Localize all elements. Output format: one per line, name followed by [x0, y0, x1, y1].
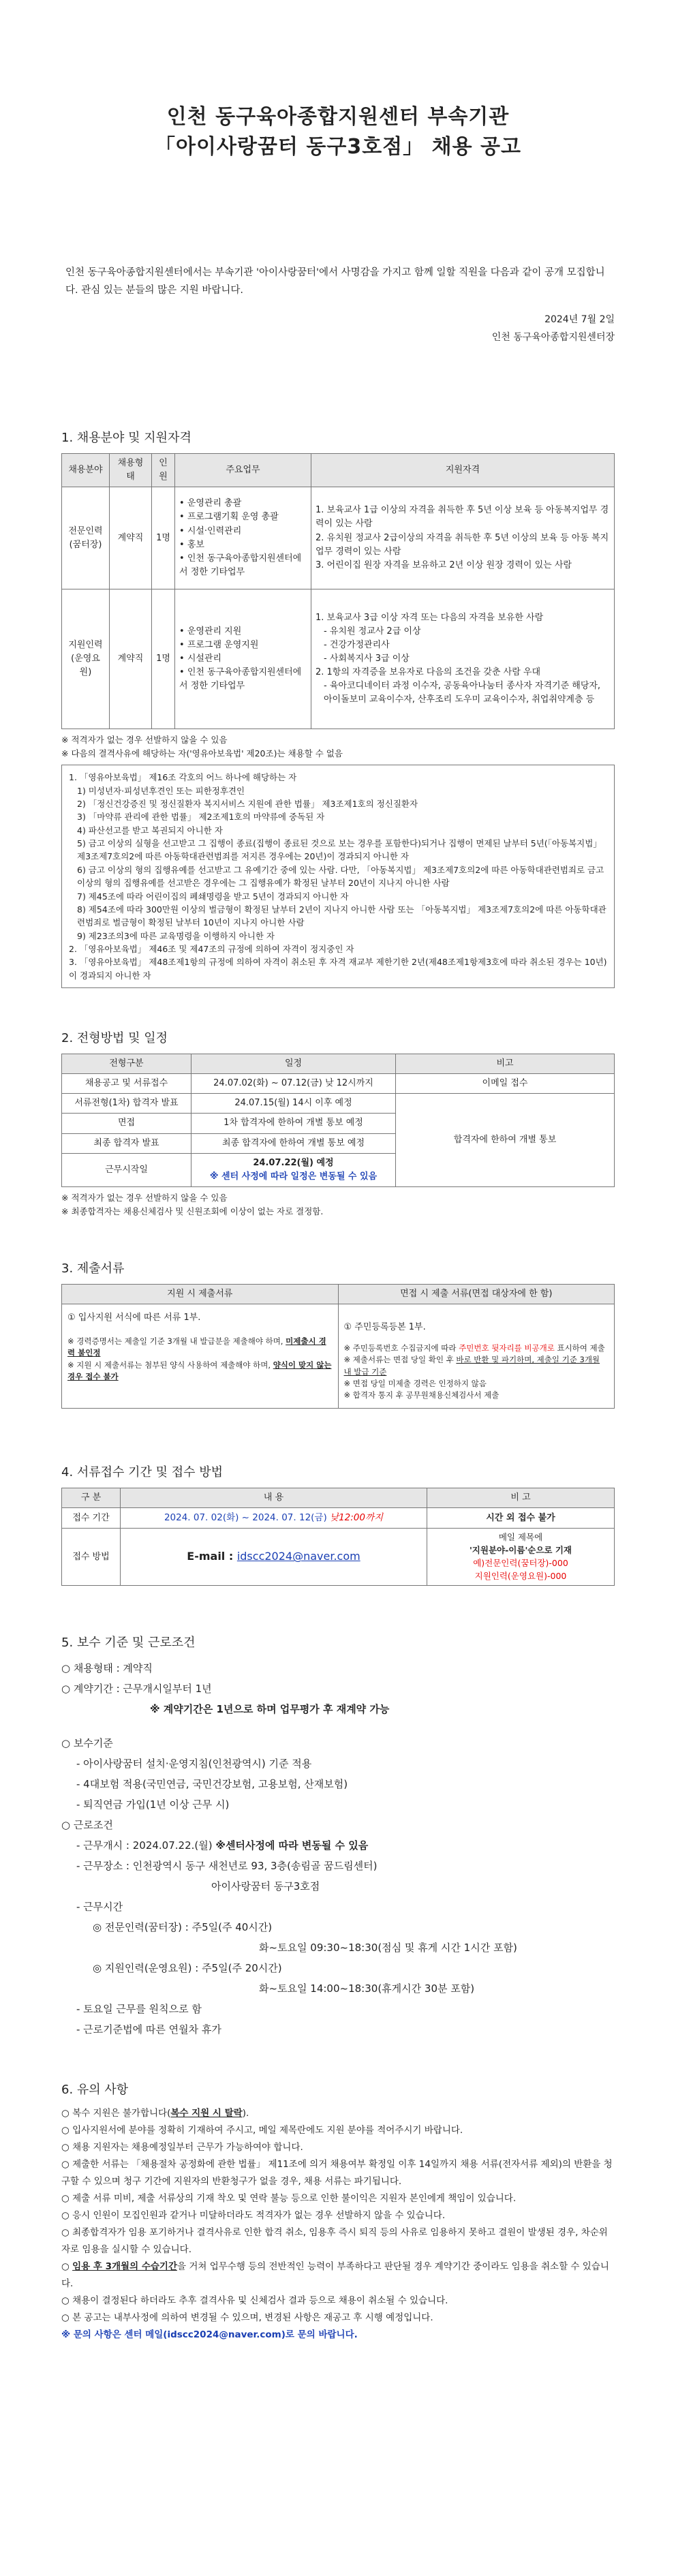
disq-line: 4) 파산선고를 받고 복권되지 아니한 자 — [77, 825, 223, 835]
table-row — [62, 1094, 615, 1114]
caution-line: ○ 본 공고는 내부사정에 의하여 변경될 수 있으며, 변경된 사항은 재공고 후 시행 예정입니다. — [61, 2312, 433, 2323]
duty-item: • 운영관리 총괄 — [179, 497, 307, 510]
note-cell: 합격자에 한하여 개별 통보 — [396, 1094, 615, 1187]
col-header: 지원자격 — [311, 453, 615, 487]
section-1-heading: 1. 채용분야 및 지원자격 — [61, 430, 191, 445]
caution-line: ○ 제출한 서류는 「채용절차 공정화에 관한 법률」 제11조에 의거 채용여부 확정일 이후 14일까지 채용 서류(전자서류 제외)의 반환을 청구할 수 있으며 청구 기간에 지원자의 반환청구가 없을 경우, 채용 서류는 파기됩니다. — [61, 2159, 613, 2188]
table-row — [62, 487, 615, 589]
condition-line: - 근로기준법에 따른 연월차 휴가 — [76, 2023, 221, 2036]
title-line-1: 인천 동구육아종합지원센터 부속기관 — [166, 105, 510, 129]
note-line: ※ 적격자가 없는 경우 선발하지 않을 수 있음 — [61, 1193, 228, 1203]
start-note: ※센터사정에 따라 변동될 수 있음 — [215, 1839, 369, 1852]
duty-item: • 인천 동구육아종합지원센터에서 정한 기타업무 — [179, 666, 307, 693]
col-header: 구 분 — [62, 1488, 121, 1508]
note-emphasis: 바로 반환 및 파기하며, 제출일 기준 3개월 내 발급 기준 — [343, 1355, 600, 1377]
signoff — [61, 311, 615, 347]
schedule-cell: 1차 합격자에 한하여 개별 통보 예정 — [191, 1114, 396, 1133]
duty-item: • 프로그램 운영지원 — [179, 639, 307, 652]
caution-line: ○ 제출 서류 미비, 제출 서류상의 기재 착오 및 연락 불능 등으로 인한 불이익은 지원자 본인에게 책임이 있습니다. — [61, 2193, 517, 2205]
qual-item: 2. 1항의 자격증을 보유자로 다음의 조건을 갖춘 사람 우대 — [316, 667, 541, 678]
col-header: 전형구분 — [62, 1054, 191, 1074]
qual-item: - 유치원 정교사 2급 이상 — [324, 626, 421, 637]
section-1-notes — [61, 733, 615, 761]
caution-text: ). — [242, 2108, 249, 2119]
table-row — [62, 1529, 615, 1586]
note-emphasis: 미제출시 경력 불인정 — [67, 1336, 326, 1358]
doc-note — [67, 1336, 333, 1360]
disqualification-box — [61, 765, 615, 988]
method-note-line: 예)전문인력(꿈터장)-000 — [473, 1557, 568, 1568]
col-header: 일정 — [191, 1054, 396, 1074]
stage-cell: 근무시작일 — [62, 1153, 191, 1186]
duties-cell — [175, 487, 311, 589]
qual-item: - 육아코디네이터 과정 이수자, 공동육아나눔터 종사자 자격기준 해당자, 아이돌보미 교육이수자, 산후조리 도우미 교육이수자, 취업취약계층 등 — [324, 681, 601, 705]
apply-docs-cell — [62, 1304, 339, 1409]
type-cell: 계약직 — [110, 487, 152, 589]
condition-line: ◎ 지원인력(운영요원) : 주5일(주 20시간) — [93, 1962, 282, 1975]
note-line: ※ 적격자가 없는 경우 선발하지 않을 수 있음 — [61, 735, 228, 746]
duty-item: • 운영관리 지원 — [179, 625, 307, 639]
condition-line: - 4대보험 적용(국민연금, 국민건강보험, 고용보험, 산재보험) — [76, 1778, 348, 1791]
type-cell: 계약직 — [110, 589, 152, 729]
method-cell — [121, 1529, 427, 1586]
doc-item: ① 주민등록등본 1부. — [343, 1322, 426, 1333]
stage-cell: 서류전형(1차) 합격자 발표 — [62, 1094, 191, 1114]
field-cell: 지원인력 (운영요원) — [62, 589, 110, 729]
doc-note: ※ 합격자 통지 후 공무원채용신체검사서 제출 — [343, 1390, 500, 1400]
disq-line: 6) 금고 이상의 형의 집행유예를 선고받고 그 유예기간 중에 있는 사람. 다만, 「아동복지법」 제3조제7호의2에 따른 아동학대관련범죄로 금고 이상의 형의 집행유예를 선고받은 경우에는 그 집행유예가 확정된 날부터 20년이 지나지 아니한 사람 — [77, 864, 604, 889]
section-5-body — [61, 1658, 615, 2040]
condition-line: ○ 계약기간 : 근무개시일부터 1년 — [61, 1683, 212, 1696]
contact-note: ※ 문의 사항은 센터 메일(idscc2024@naver.com)로 문의 바랍니다. — [61, 2329, 358, 2340]
condition-line: ○ 채용형태 : 계약직 — [61, 1662, 153, 1675]
condition-line: ◎ 전문인력(꿈터장) : 주5일(주 40시간) — [93, 1921, 273, 1934]
count-cell: 1명 — [152, 487, 175, 589]
doc-note — [344, 1354, 609, 1378]
table-row — [62, 1074, 615, 1094]
note-text: 표시하여 제출 — [554, 1343, 605, 1353]
disq-line: 8) 제54조에 따라 300만원 이상의 벌금형이 확정된 날부터 2년이 지나지 아니한 사람 또는 「아동복지법」 제3조제7호의2에 따른 아동학대관련범죄로 벌금형이 확정된 날부터 10년이 지나지 아니한 사람 — [77, 904, 606, 928]
method-note-line: '지원분야-이름'순으로 기재 — [469, 1545, 572, 1556]
section-6-body — [61, 2105, 615, 2344]
disq-line: 7) 제45조에 따라 어린이집의 폐쇄명령을 받고 5년이 경과되지 아니한 자 — [77, 891, 349, 902]
condition-line — [61, 1835, 615, 1856]
quals-cell — [311, 589, 615, 729]
schedule-cell — [191, 1153, 396, 1186]
caution-line: ○ 채용 지원자는 채용예정일부터 근무가 가능하여야 합니다. — [61, 2142, 303, 2153]
disq-line: 9) 제23조의3에 따른 교육명령을 이행하지 아니한 자 — [77, 930, 275, 941]
col-header: 채용분야 — [62, 453, 110, 487]
note-emphasis: 양식이 맞지 않는 경우 접수 불가 — [67, 1360, 332, 1381]
contract-note: ※ 계약기간은 1년으로 하며 업무평가 후 재계약 가능 — [150, 1703, 390, 1716]
table-row — [62, 1304, 615, 1409]
title-line-2: 「아이사랑꿈터 동구3호점」 채용 공고 — [155, 134, 521, 159]
duty-item: • 시설관리 — [179, 652, 307, 666]
section-2-heading: 2. 전형방법 및 일정 — [61, 1031, 168, 1046]
caution-line: ○ 채용이 결정된다 하더라도 추후 결격사유 및 신체검사 결과 등으로 채용이 취소될 수 있습니다. — [61, 2295, 448, 2306]
col-header: 주요업무 — [175, 453, 311, 487]
condition-line: - 토요일 근무를 원칙으로 함 — [76, 2003, 202, 2016]
period-deadline: 낮12:00까지 — [330, 1512, 384, 1524]
note-text: ※ 지원 시 제출서류는 첨부된 양식 사용하여 제출해야 하며, — [67, 1360, 273, 1370]
qual-item: 3. 어린이집 원장 자격을 보유하고 2년 이상 원장 경력이 있는 사람 — [316, 559, 572, 570]
condition-line: - 근무시간 — [76, 1901, 123, 1914]
caution-line: ○ 응시 인원이 모집인원과 같거나 미달하더라도 적격자가 없는 경우 선발하지 않을 수 있습니다. — [61, 2209, 446, 2221]
note-line: ※ 다음의 결격사유에 해당하는 자('영유아보육법' 제20조)는 채용할 수 없음 — [61, 748, 343, 759]
table-row — [62, 589, 615, 729]
section-4-heading: 4. 서류접수 기간 및 접수 방법 — [61, 1465, 224, 1480]
condition-line: - 퇴직연금 가입(1년 이상 근무 시) — [76, 1798, 230, 1811]
col-header: 비 고 — [427, 1488, 615, 1508]
method-label: 접수 방법 — [62, 1529, 121, 1586]
qual-item: 2. 유치원 정교사 2급이상의 자격을 취득한 후 5년 이상의 보육 등 아동 복지업무 경력이 있는 사람 — [316, 532, 609, 557]
col-header: 내 용 — [121, 1488, 427, 1508]
caution-line — [61, 2258, 615, 2293]
disq-line: 3. 「영유아보육법」 제48조제1항의 규정에 의하여 자격이 취소된 후 자격 재교부 제한기한 2년(제48조제1항제3호에 따라 취소된 경우는 10년)이 경과되지 아니한 자 — [69, 957, 607, 981]
duty-item: • 시설·인력관리 — [179, 525, 307, 538]
note-text: ※ 제출서류는 면접 당일 확인 후 — [343, 1355, 457, 1365]
notice-date: 2024년 7월 2일 — [544, 314, 615, 326]
duty-item: • 홍보 — [179, 538, 307, 552]
quals-cell — [311, 487, 615, 589]
doc-note: ※ 면접 당일 미제출 경력은 인정하지 않음 — [343, 1378, 487, 1388]
email-link[interactable]: idscc2024@naver.com — [236, 1550, 360, 1563]
caution-line: ○ 최종합격자가 임용 포기하거나 결격사유로 인한 합격 취소, 임용후 즉시 퇴직 등의 사유로 임용하지 못하고 결원이 발생된 경우, 차순위자로 임용을 실시할 수 있습니다. — [61, 2226, 608, 2255]
note-line: ※ 최종합격자는 채용신체검사 및 신원조회에 이상이 없는 자로 결정함. — [61, 1206, 324, 1217]
doc-note — [344, 1343, 609, 1354]
page-title — [61, 102, 615, 162]
table-row — [62, 1508, 615, 1529]
field-cell: 전문인력 (꿈터장) — [62, 487, 110, 589]
caution-text: 을 거쳐 업무수행 등의 전반적인 능력이 부족하다고 판단될 경우 계약기간 중이라도 임용을 취소할 수 있습니다. — [61, 2260, 609, 2289]
condition-line: 화~토요일 14:00~18:30(휴게시간 30분 포함) — [259, 1982, 475, 1995]
disq-line: 2) 「정신건강증진 및 정신질환자 복지서비스 지원에 관한 법률」 제3조제1호의 정신질환자 — [77, 798, 418, 809]
email-label: E-mail : — [187, 1550, 237, 1563]
period-text: 2024. 07. 02(화) ~ 2024. 07. 12(금) — [164, 1512, 331, 1524]
caution-line: ○ 입사지원서에 분야를 정확히 기재하여 주시고, 메일 제목란에도 지원 분야를 적어주시기 바랍니다. — [61, 2125, 463, 2136]
qual-item: - 건강가정관리사 — [324, 639, 390, 650]
col-header: 인원 — [152, 453, 175, 487]
condition-line: 아이사랑꿈터 동구3호점 — [211, 1880, 320, 1893]
period-cell — [121, 1508, 427, 1529]
note-text: ※ 주민등록번호 수집금지에 따라 — [343, 1343, 459, 1353]
method-note-line: 메일 제목에 — [498, 1532, 543, 1543]
note-cell: 이메일 접수 — [396, 1074, 615, 1094]
disq-line: 3) 「마약류 관리에 관한 법률」 제2조제1호의 마약류에 중독된 자 — [77, 812, 325, 823]
qual-item: 1. 보육교사 3급 이상 자격 또는 다음의 자격을 보유한 사람 — [316, 612, 544, 623]
start-date-note: ※ 센터 사정에 따라 일정은 변동될 수 있음 — [209, 1171, 378, 1182]
disq-line: 5) 금고 이상의 실형을 선고받고 그 집행이 종료(집행이 종료된 것으로 보는 경우를 포함한다)되거나 집행이 면제된 날부터 5년(「아동복지법」제3조제7호의2에 따른 아동학대관련범죄를 저지른 경우에는 20년)이 경과되지 아니한 자 — [77, 838, 602, 862]
qual-item: 1. 보육교사 1급 이상의 자격을 취득한 후 5년 이상 보육 등 아동복지업무 경력이 있는 사람 — [316, 505, 609, 530]
stage-cell: 최종 합격자 발표 — [62, 1133, 191, 1153]
stage-cell: 채용공고 및 서류접수 — [62, 1074, 191, 1094]
condition-line: ○ 보수기준 — [61, 1737, 113, 1750]
duty-item: • 인천 동구육아종합지원센터에서 정한 기타업무 — [179, 552, 307, 579]
start-text: - 근무개시 : 2024.07.22.(월) — [76, 1839, 216, 1852]
period-label: 접수 기간 — [62, 1508, 121, 1529]
documents-table — [61, 1284, 615, 1409]
schedule-cell: 최종 합격자에 한하여 개별 통보 예정 — [191, 1133, 396, 1153]
col-header: 지원 시 제출서류 — [62, 1284, 339, 1304]
schedule-cell: 24.07.15(월) 14시 이후 예정 — [191, 1094, 396, 1114]
schedule-cell: 24.07.02(화) ~ 07.12(금) 낮 12시까지 — [191, 1074, 396, 1094]
col-header: 비고 — [396, 1054, 615, 1074]
doc-note — [67, 1360, 333, 1383]
col-header: 면접 시 제출 서류(면접 대상자에 한 함) — [338, 1284, 615, 1304]
duties-cell — [175, 589, 311, 729]
disq-line: 1. 「영유아보육법」 제16조 각호의 어느 하나에 해당하는 자 — [69, 772, 297, 783]
duty-item: • 프로그램기획 운영 총괄 — [179, 510, 307, 524]
schedule-table — [61, 1054, 615, 1187]
section-3-heading: 3. 제출서류 — [61, 1261, 125, 1276]
start-date: 24.07.22(월) 예정 — [253, 1157, 334, 1168]
condition-line: - 아이사랑꿈터 설치·운영지침(인천광역시) 기준 적용 — [76, 1758, 312, 1770]
qual-item: - 사회복지사 3급 이상 — [324, 654, 410, 664]
issuing-org: 인천 동구육아종합지원센터장 — [491, 332, 615, 343]
stage-cell: 면접 — [62, 1114, 191, 1133]
disq-line: 1) 미성년자·피성년후견인 또는 피한정후견인 — [77, 785, 245, 796]
note-text: ※ 경력증명서는 제출일 기준 3개월 내 발급분을 제출해야 하며, — [67, 1336, 286, 1347]
disq-line: 2. 「영유아보육법」 제46조 및 제47조의 규정에 의하여 자격이 정지중인 자 — [69, 944, 354, 955]
note-emphasis: 주민번호 뒷자리를 비공개로 — [459, 1343, 555, 1353]
qualification-table — [61, 453, 615, 729]
col-header: 채용형태 — [110, 453, 152, 487]
count-cell: 1명 — [152, 589, 175, 729]
section-6-heading: 6. 유의 사항 — [61, 2083, 129, 2098]
intro-text: 인천 동구육아종합지원센터에서는 부속기관 '아이사랑꿈터'에서 사명감을 가지고 함께 일할 직원을 다음과 같이 공개 모집합니다. 관심 있는 분들의 많은 지원 바랍니다. — [65, 267, 605, 296]
condition-line: - 근무장소 : 인천광역시 동구 새천년로 93, 3층(송림골 꿈드림센터) — [76, 1860, 378, 1873]
period-note: 시간 외 접수 불가 — [427, 1508, 615, 1529]
caution-text: ○ 복수 지원은 불가합니다( — [61, 2108, 171, 2119]
caution-emphasis: 복수 지원 시 탈락 — [170, 2108, 243, 2119]
caution-emphasis: 임용 후 3개월의 수습기간 — [72, 2260, 177, 2272]
interview-docs-cell — [338, 1304, 615, 1409]
condition-line: 화~토요일 09:30~18:30(점심 및 휴게 시간 1시간 포함) — [259, 1942, 517, 1954]
caution-text: ○ — [61, 2260, 73, 2272]
doc-item: ① 입사지원 서식에 따른 서류 1부. — [67, 1313, 201, 1323]
condition-line: ○ 근로조건 — [61, 1819, 113, 1832]
method-note-line: 지원인력(운영요원)-000 — [474, 1570, 567, 1581]
application-table — [61, 1488, 615, 1586]
section-5-heading: 5. 보수 기준 및 근로조건 — [61, 1636, 196, 1651]
section-2-notes — [61, 1191, 615, 1218]
method-note — [427, 1529, 615, 1586]
caution-line — [61, 2105, 615, 2122]
